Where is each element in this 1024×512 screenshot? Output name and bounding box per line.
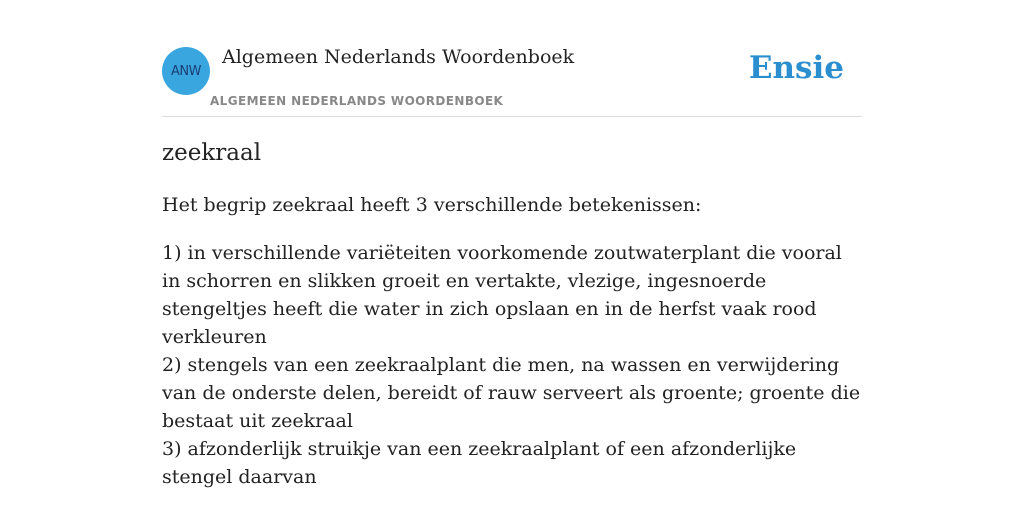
source-title[interactable]: Algemeen Nederlands Woordenboek: [222, 46, 575, 68]
page-container: [162, 0, 862, 488]
definitions-list: [162, 239, 862, 491]
header: [162, 0, 862, 117]
entry-word: zeekraal: [162, 140, 262, 166]
anw-logo[interactable]: [162, 47, 210, 95]
source-subtitle: ALGEMEEN NEDERLANDS WOORDENBOEK: [210, 94, 504, 108]
definition-3: 3) afzonderlijk struikje van een zeekraalplant of een afzonderlijke stengel daarvan: [162, 438, 797, 488]
entry-intro: Het begrip zeekraal heeft 3 verschillende betekenissen:: [162, 194, 702, 216]
logo-text: ANW: [171, 63, 201, 79]
definition-2: 2) stengels van een zeekraalplant die men, na wassen en verwijdering van de onderste delen, bereidt of rauw serveert als groente; groente die bestaat uit zeekraal: [162, 354, 861, 432]
definition-1: 1) in verschillende variëteiten voorkomende zoutwaterplant die vooral in schorren en slikken groeit en vertakte, vlezige, ingesnoerde stengeltjes heeft die water in zich opslaan en in de herfst vaak rood verkleuren: [162, 242, 842, 348]
ensie-logo[interactable]: Ensie: [748, 50, 844, 86]
